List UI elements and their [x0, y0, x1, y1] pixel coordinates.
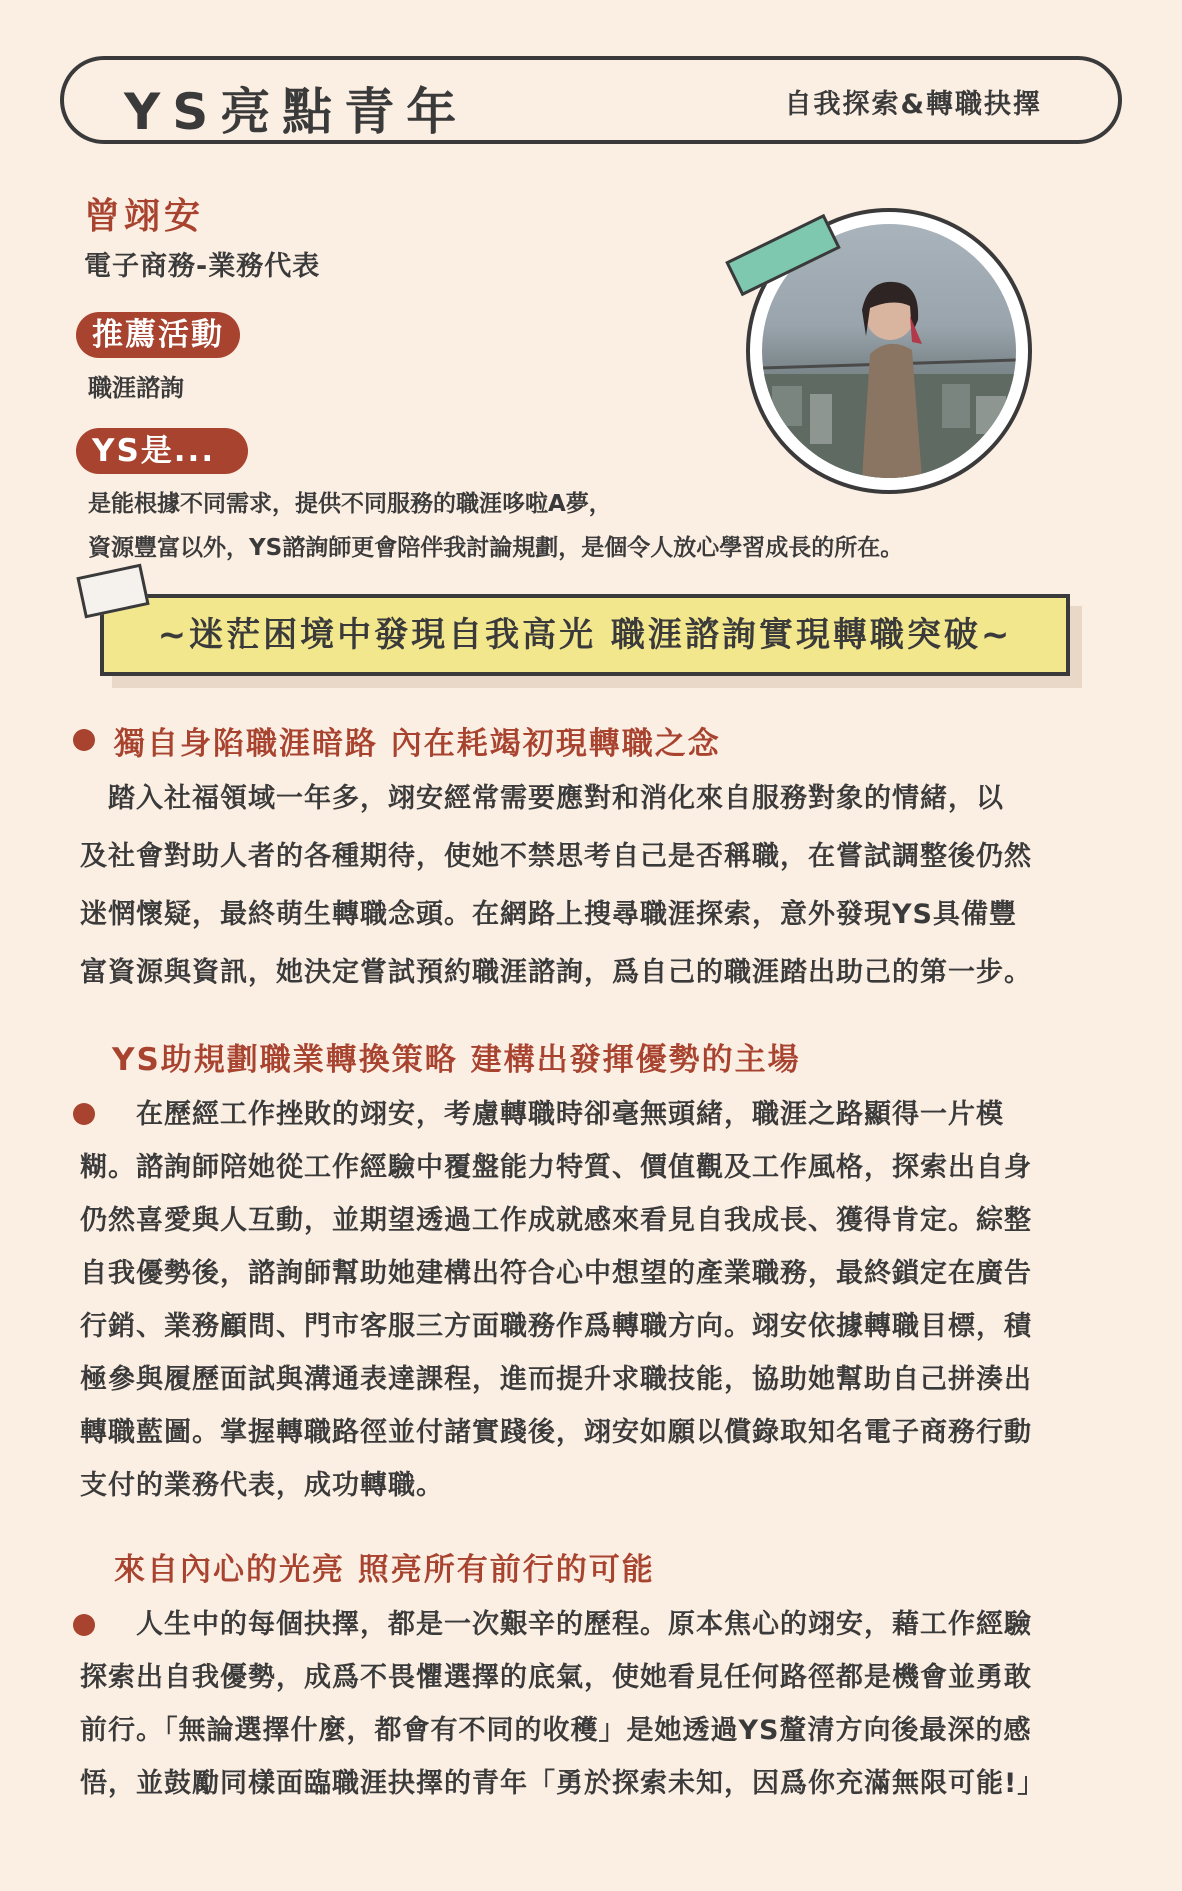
bullet-dot: [73, 729, 95, 751]
ys-description: [88, 482, 903, 570]
recommend-label: 推薦活動: [76, 312, 240, 358]
ys-line: 是能根據不同需求，提供不同服務的職涯哆啦A夢，: [88, 491, 612, 517]
body-line: 富資源與資訊，她決定嘗試預約職涯諮詢，爲自己的職涯踏出助己的第一步。: [80, 957, 1032, 988]
body-line: 糊。諮詢師陪她從工作經驗中覆盤能力特質、價值觀及工作風格，探索出自身: [80, 1152, 1032, 1183]
section-title-2: YS助規劃職業轉換策略 建構出發揮優勢的主場: [112, 1042, 801, 1078]
body-line: 迷惘懷疑，最終萌生轉職念頭。在網路上搜尋職涯探索，意外發現YS具備豐: [80, 899, 1017, 930]
header-frame: [60, 56, 1122, 144]
headline-banner: ~迷茫困境中發現自我高光 職涯諮詢實現轉職突破~: [100, 594, 1070, 676]
body-line: 前行。「無論選擇什麼，都會有不同的收穫」是她透過YS釐清方向後最深的感: [80, 1715, 1032, 1746]
body-line: 探索出自我優勢，成爲不畏懼選擇的底氣，使她看見任何路徑都是機會並勇敢: [80, 1662, 1032, 1693]
body-line: 悟，並鼓勵同樣面臨職涯抉擇的青年「勇於探索未知，因爲你充滿無限可能!」: [80, 1768, 1046, 1799]
body-line: 及社會對助人者的各種期待，使她不禁思考自己是否稱職，在嘗試調整後仍然: [80, 841, 1032, 872]
body-line: 仍然喜愛與人互動，並期望透過工作成就感來看見自我成長、獲得肯定。綜整: [80, 1205, 1032, 1236]
body-line: 人生中的每個抉擇，都是一次艱辛的歷程。原本焦心的翊安，藉工作經驗: [80, 1609, 1032, 1640]
recommend-value: 職涯諮詢: [88, 374, 184, 402]
page-title: YS亮點青年: [124, 83, 469, 141]
section-body-2: [80, 1088, 1130, 1512]
section-title-1: 獨自身陷職涯暗路 內在耗竭初現轉職之念: [114, 726, 721, 762]
ys-line: 資源豐富以外，YS諮詢師更會陪伴我討論規劃，是個令人放心學習成長的所在。: [88, 535, 904, 561]
body-line: 極參與履歷面試與溝通表達課程，進而提升求職技能，協助她幫助自己拼湊出: [80, 1364, 1032, 1395]
section-title-3: 來自內心的光亮 照亮所有前行的可能: [114, 1552, 655, 1588]
ys-label: YS是...: [76, 428, 248, 474]
profile-role: 電子商務-業務代表: [84, 251, 321, 282]
body-line: 轉職藍圖。掌握轉職路徑並付諸實踐後，翊安如願以償錄取知名電子商務行動: [80, 1417, 1032, 1448]
profile-name: 曾翊安: [84, 196, 205, 237]
body-line: 行銷、業務顧問、門市客服三方面職務作爲轉職方向。翊安依據轉職目標，積: [80, 1311, 1032, 1342]
body-line: 支付的業務代表，成功轉職。: [80, 1470, 444, 1501]
body-line: 在歷經工作挫敗的翊安，考慮轉職時卻毫無頭緒，職涯之路顯得一片模: [80, 1099, 1004, 1130]
category-tag: 自我探索&轉職抉擇: [784, 89, 1042, 120]
body-line: 踏入社福領域一年多，翊安經常需要應對和消化來自服務對象的情緒，以: [80, 783, 1004, 814]
section-body-3: [80, 1598, 1130, 1810]
section-body-1: [80, 770, 1130, 1002]
body-line: 自我優勢後，諮詢師幫助她建構出符合心中想望的產業職務，最終鎖定在廣告: [80, 1258, 1032, 1289]
